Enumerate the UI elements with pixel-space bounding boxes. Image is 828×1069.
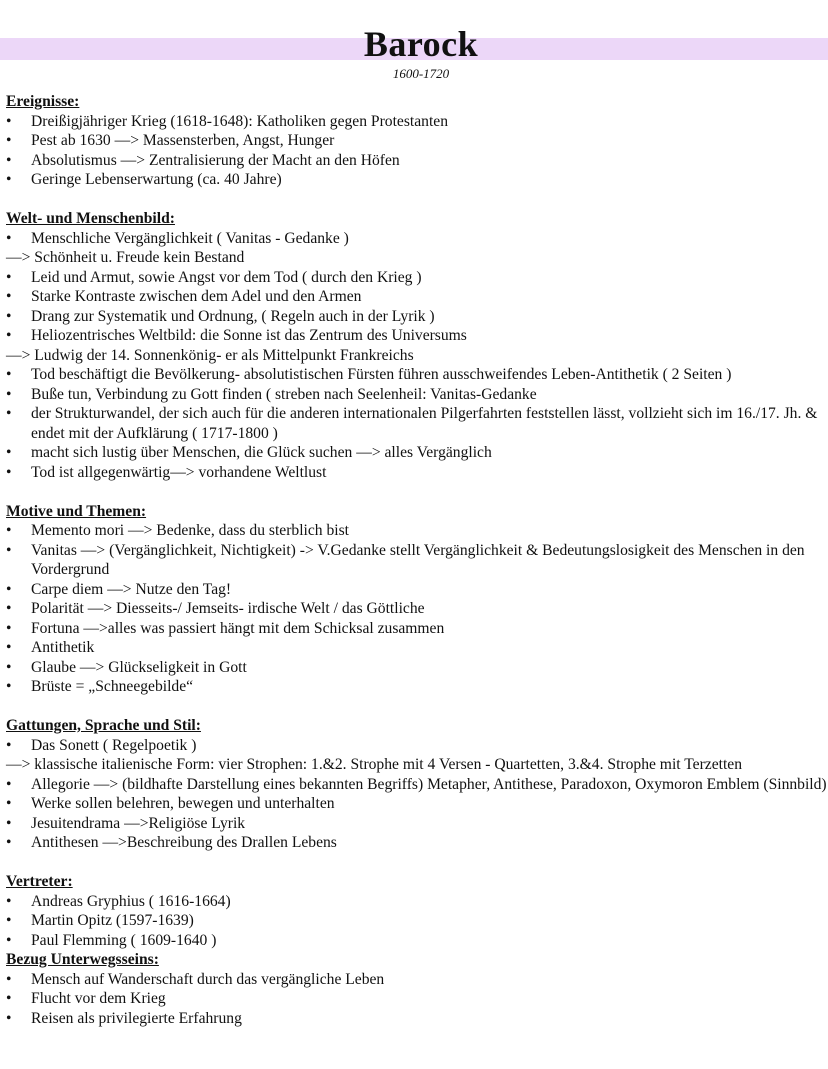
bullet-icon: •	[6, 112, 12, 130]
bullet-icon: •	[6, 171, 12, 188]
bullet-icon: •	[6, 541, 12, 559]
bullet-icon: •	[6, 834, 12, 851]
bullet-icon: •	[6, 970, 12, 988]
bullet-text: Glaube —> Glückseligkeit in Gott	[31, 658, 247, 676]
bullet-text: Jesuitendrama —>Religiöse Lyrik	[31, 814, 246, 832]
bullet-text: Werke sollen belehren, bewegen und unterhalten	[31, 795, 335, 812]
section	[6, 502, 828, 697]
section	[6, 209, 828, 482]
bullet-item	[6, 619, 828, 639]
bullet-item	[6, 989, 828, 1009]
bullet-item	[6, 833, 828, 853]
continuation-line: —> klassische italienische Form: vier Strophen: 1.&2. Strophe mit 4 Versen - Quartetten, 3.&4. Strophe mit Terzetten	[6, 756, 742, 773]
continuation-line: —> Ludwig der 14. Sonnenkönig- er als Mittelpunkt Frankreichs	[6, 346, 414, 364]
section	[6, 92, 828, 190]
bullet-icon: •	[6, 931, 12, 949]
bullet-item	[6, 892, 828, 912]
bullet-text: Mensch auf Wanderschaft durch das vergängliche Leben	[31, 970, 385, 988]
bullet-icon: •	[6, 366, 12, 383]
bullet-text: Memento mori —> Bedenke, dass du sterblich bist	[31, 522, 350, 539]
bullet-item	[6, 307, 828, 327]
bullet-text: Andreas Gryphius ( 1616-1664)	[31, 892, 231, 910]
bullet-text: Geringe Lebenserwartung (ca. 40 Jahre)	[31, 171, 282, 188]
bullet-item	[6, 365, 828, 385]
bullet-icon: •	[6, 912, 12, 929]
bullet-icon: •	[6, 736, 12, 754]
section	[6, 950, 828, 1028]
bullet-text: Allegorie —> (bildhafte Darstellung eines bekannten Begriffs) Metapher, Antithese, Paradoxon, Oxymoron Emblem (Sinnbild)	[31, 775, 827, 793]
bullet-text: Heliozentrisches Weltbild: die Sonne ist das Zentrum des Universums	[31, 327, 467, 344]
section	[6, 872, 828, 950]
bullet-icon: •	[6, 580, 12, 598]
bullet-item	[6, 463, 828, 483]
bullet-icon: •	[6, 405, 12, 422]
section-heading: Welt- und Menschenbild:	[6, 210, 175, 227]
bullet-icon: •	[6, 385, 12, 403]
section	[6, 716, 828, 853]
bullet-item	[6, 229, 828, 249]
bullet-icon: •	[6, 268, 12, 286]
bullet-icon: •	[6, 307, 12, 325]
bullet-item	[6, 287, 828, 307]
bullet-text: Carpe diem —> Nutze den Tag!	[31, 580, 232, 598]
bullet-icon: •	[6, 795, 12, 812]
section-heading: Bezug Unterwegsseins:	[6, 951, 159, 968]
bullet-text: Absolutismus —> Zentralisierung der Macht an den Höfen	[31, 151, 400, 169]
bullet-icon: •	[6, 814, 12, 832]
bullet-icon: •	[6, 678, 12, 695]
bullet-item	[6, 385, 828, 405]
bullet-text: Antithetik	[31, 639, 95, 656]
bullet-item	[6, 580, 828, 600]
bullet-item	[6, 794, 828, 814]
bullet-icon: •	[6, 463, 12, 481]
bullet-text: macht sich lustig über Menschen, die Glück suchen —> alles Vergänglich	[31, 444, 492, 461]
bullet-item	[6, 268, 828, 288]
bullet-item	[6, 931, 828, 951]
bullet-icon: •	[6, 775, 12, 793]
bullet-icon: •	[6, 327, 12, 344]
bullet-icon: •	[6, 892, 12, 910]
bullet-icon: •	[6, 444, 12, 461]
bullet-text: Pest ab 1630 —> Massensterben, Angst, Hunger	[31, 132, 335, 149]
bullet-text: Martin Opitz (1597-1639)	[31, 912, 194, 929]
bullet-item	[6, 521, 828, 541]
section-heading: Motive und Themen:	[6, 502, 147, 520]
document-body	[6, 92, 828, 1028]
bullet-text: Paul Flemming ( 1609-1640 )	[31, 931, 217, 949]
bullet-text: Flucht vor dem Krieg	[31, 990, 166, 1007]
bullet-icon: •	[6, 619, 12, 637]
bullet-text: Starke Kontraste zwischen dem Adel und den Armen	[31, 288, 362, 305]
bullet-icon: •	[6, 151, 12, 169]
page-subtitle: 1600-1720	[392, 66, 450, 81]
bullet-icon: •	[6, 600, 12, 617]
bullet-item	[6, 1009, 828, 1029]
bullet-text: Leid und Armut, sowie Angst vor dem Tod ( durch den Krieg )	[31, 268, 422, 286]
bullet-text: Fortuna —>alles was passiert hängt mit dem Schicksal zusammen	[31, 619, 445, 637]
bullet-text: Tod beschäftigt die Bevölkerung- absolutistischen Fürsten führen ausschweifendes Leben-Antithetik ( 2 Seiten )	[31, 366, 732, 383]
bullet-text: Reisen als privilegierte Erfahrung	[31, 1009, 242, 1027]
bullet-icon: •	[6, 1009, 12, 1027]
section-heading: Vertreter:	[6, 873, 73, 890]
bullet-icon: •	[6, 132, 12, 149]
bullet-item	[6, 443, 828, 463]
bullet-icon: •	[6, 658, 12, 676]
bullet-item	[6, 112, 828, 132]
bullet-item	[6, 326, 828, 346]
bullet-text: Dreißigjähriger Krieg (1618-1648): Katholiken gegen Protestanten	[31, 112, 449, 130]
bullet-icon: •	[6, 639, 12, 656]
bullet-text: Brüste = „Schneegebilde“	[31, 678, 194, 695]
bullet-item	[6, 814, 828, 834]
continuation-line: —> Schönheit u. Freude kein Bestand	[6, 249, 245, 266]
bullet-item	[6, 658, 828, 678]
bullet-item	[6, 170, 828, 190]
bullet-text: der Strukturwandel, der sich auch für die anderen internationalen Pilgerfahrten feststellen lässt, vollzieht sich im 16./17. Jh. & endet mit der Aufklärung ( 1717-1800 )	[31, 405, 818, 442]
bullet-text: Antithesen —>Beschreibung des Drallen Lebens	[31, 834, 337, 851]
bullet-text: Menschliche Vergänglichkeit ( Vanitas - Gedanke )	[31, 229, 349, 247]
bullet-item	[6, 131, 828, 151]
bullet-item	[6, 151, 828, 171]
bullet-item	[6, 638, 828, 658]
bullet-text: Buße tun, Verbindung zu Gott finden ( streben nach Seelenheil: Vanitas-Gedanke	[31, 385, 537, 403]
section-heading: Ereignisse:	[6, 93, 80, 110]
bullet-text: Das Sonett ( Regelpoetik )	[31, 736, 197, 754]
bullet-text: Tod ist allgegenwärtig—> vorhandene Weltlust	[31, 463, 327, 481]
bullet-item	[6, 677, 828, 697]
bullet-icon: •	[6, 288, 12, 305]
section-heading: Gattungen, Sprache und Stil:	[6, 717, 201, 734]
bullet-item	[6, 599, 828, 619]
bullet-item	[6, 404, 828, 443]
bullet-item	[6, 775, 828, 795]
bullet-item	[6, 911, 828, 931]
bullet-icon: •	[6, 229, 12, 247]
bullet-icon: •	[6, 522, 12, 539]
bullet-item	[6, 736, 828, 756]
bullet-text: Vanitas —> (Vergänglichkeit, Nichtigkeit) -> V.Gedanke stellt Vergänglichkeit & Bedeutungslosigkeit des Menschen in den Vordergrund	[31, 541, 805, 578]
page-title: Barock	[363, 24, 479, 64]
bullet-text: Polarität —> Diesseits-/ Jemseits- irdische Welt / das Göttliche	[31, 600, 425, 617]
bullet-icon: •	[6, 990, 12, 1007]
bullet-item	[6, 970, 828, 990]
bullet-item	[6, 541, 828, 580]
bullet-text: Drang zur Systematik und Ordnung, ( Regeln auch in der Lyrik )	[31, 307, 435, 325]
